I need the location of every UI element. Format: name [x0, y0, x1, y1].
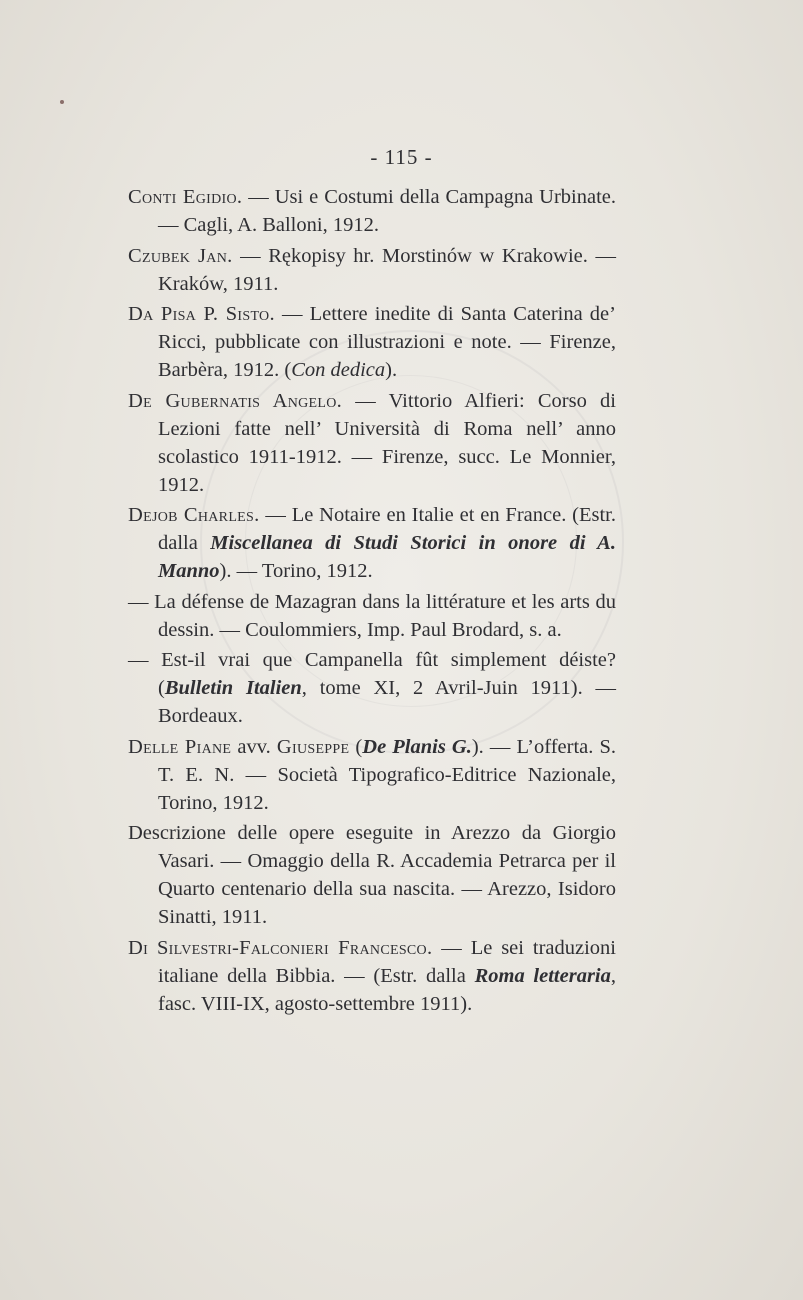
bibliography-entry — [128, 646, 616, 730]
ink-speck — [60, 100, 64, 104]
entry-text: Descrizione delle opere eseguite in Arezzo da Giorgio Vasari. — Omaggio della R. Accademia Petrarca per il Quarto centenario della sua nascita. — Arezzo, Isidoro Sinatti, 1911. — [128, 822, 616, 928]
entry-author: Dejob Charles. — [128, 504, 260, 526]
entry-author: Di — [128, 936, 149, 959]
entry-text: — Vittorio Alfieri: Corso di Lezioni fatte nell’ Università di Roma nell’ anno scolastico 1911-1912. — Firenze, succ. Le Monnier, 1912. — [158, 389, 616, 496]
page-number: - 115 - — [370, 145, 433, 169]
entry-text-end: , tome XI, 2 Avril-Juin 1911). — Bordeaux. — [158, 677, 616, 727]
entry-text: — Le sei traduzioni italiane della Bibbia. — (Estr. dalla — [158, 936, 616, 987]
bibliography-entry — [128, 819, 616, 931]
entry-text: — Rękopisy hr. Morstinów w Krakowie. — Kraków, 1911. — [158, 244, 616, 295]
entry-author-given: Giuseppe — [276, 735, 350, 758]
entry-text: — La défense de Mazagran dans la littérature et les arts du dessin. — Coulommiers, Imp. Paul Brodard, s. a. — [128, 590, 616, 641]
bibliography-entry — [128, 588, 616, 644]
entry-text: — Le Notaire en Italie et en France. (Estr. dalla — [158, 504, 617, 554]
entry-author: Delle Piane — [128, 735, 232, 758]
bibliography-entry — [128, 300, 616, 384]
entry-text-end: ). — Torino, 1912. — [219, 560, 373, 582]
entry-italic: De Planis G. — [362, 735, 472, 758]
entry-italic: Miscellanea di Studi Storici in onore di A. Manno — [158, 532, 616, 582]
entry-author: De Gubernatis Angelo. — [128, 389, 343, 412]
entry-text: ( — [349, 735, 363, 758]
entry-text: — Usi e Costumi della Campagna Urbinate. — Cagli, A. Balloni, 1912. — [158, 186, 616, 236]
entry-text-end: ). — [385, 359, 398, 381]
entry-text: — Lettere inedite di Santa Caterina de’ Ricci, pubblicate con illustrazioni e note. — Firenze, Barbèra, 1912. ( — [158, 303, 616, 381]
bibliography-entry — [128, 501, 616, 585]
bibliography-entry — [128, 242, 616, 298]
entry-author: Czubek Jan. — [128, 244, 233, 267]
entry-author: Conti Egidio. — [128, 186, 243, 208]
entry-italic: Con dedica — [291, 359, 386, 381]
entry-author-given: Silvestri-Falconieri Francesco. — [156, 936, 433, 959]
bibliography-list — [128, 183, 616, 1020]
bibliography-entry — [128, 387, 616, 499]
bibliography-entry — [128, 183, 616, 239]
entry-text: — Est-il vrai que Campanella fût simplement déiste? ( — [128, 649, 616, 699]
bibliography-entry — [128, 934, 616, 1018]
entry-author: Da Pisa P. Sisto. — [128, 303, 275, 325]
entry-italic: Roma letteraria — [474, 964, 611, 987]
entry-author-title: avv. — [231, 735, 277, 758]
bibliography-entry — [128, 733, 616, 817]
entry-text-end: ). — L’offerta. S. T. E. N. — Società Tipografico-Editrice Nazionale, Torino, 1912. — [158, 735, 616, 814]
entry-italic: Bulletin Italien — [164, 677, 302, 699]
entry-text-end: , fasc. VIII-IX, agosto-settembre 1911). — [158, 964, 616, 1015]
